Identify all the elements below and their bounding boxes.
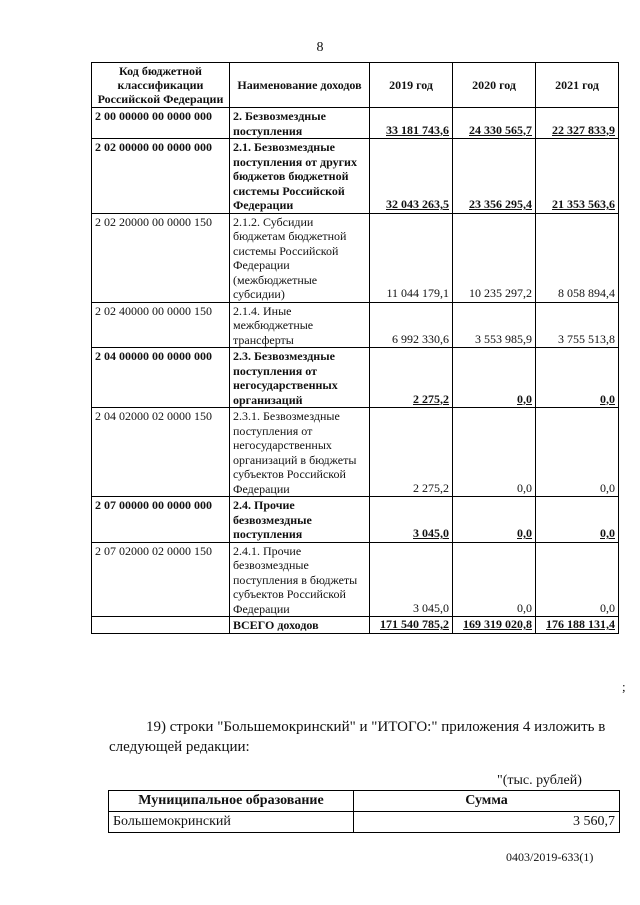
row-code: 2 02 20000 00 0000 150: [92, 213, 230, 302]
row-value-2020: 0,0: [453, 348, 536, 408]
table-row: [92, 213, 619, 302]
header-municipality: Муниципальное образование: [109, 791, 354, 812]
row-name: 2.3.1. Безвозмездные поступления от негосударственных организаций в бюджеты субъектов Российской Федерации: [230, 408, 370, 497]
row-code: 2 04 02000 02 0000 150: [92, 408, 230, 497]
row-value-2019: 3 045,0: [370, 542, 453, 617]
row-name: 2.1.2. Субсидии бюджетам бюджетной системы Российской Федерации (межбюджетные субсидии): [230, 213, 370, 302]
total-value-2019: 171 540 785,2: [370, 617, 453, 634]
row-code: 2 02 00000 00 0000 000: [92, 139, 230, 214]
total-code-empty: [92, 617, 230, 634]
row-value-2020: 0,0: [453, 408, 536, 497]
row-name: 2.1. Безвозмездные поступления от других бюджетов бюджетной системы Российской Федерации: [230, 139, 370, 214]
row-value-2020: 24 330 565,7: [453, 108, 536, 139]
row-value-2020: 3 553 985,9: [453, 302, 536, 348]
unit-note: "(тыс. рублей): [497, 773, 582, 788]
row-value-2021: 0,0: [536, 348, 619, 408]
table-header-row: [92, 63, 619, 108]
row-value-2021: 3 755 513,8: [536, 302, 619, 348]
row-code: 2 00 00000 00 0000 000: [92, 108, 230, 139]
row-value-2019: 2 275,2: [370, 408, 453, 497]
row-code: 2 02 40000 00 0000 150: [92, 302, 230, 348]
row-value-2021: 21 353 563,6: [536, 139, 619, 214]
table-row: [109, 812, 620, 833]
table-row: [92, 302, 619, 348]
row-value-2019: 2 275,2: [370, 348, 453, 408]
row-name: 2.4. Прочие безвозмездные поступления: [230, 497, 370, 543]
row-value-2020: 0,0: [453, 497, 536, 543]
table-row: [92, 408, 619, 497]
row-value-2019: 3 045,0: [370, 497, 453, 543]
row-code: 2 04 00000 00 0000 000: [92, 348, 230, 408]
row-code: 2 07 02000 02 0000 150: [92, 542, 230, 617]
table-trailing-semicolon: ;: [622, 679, 626, 694]
total-row: [92, 617, 619, 634]
row-value-2020: 10 235 297,2: [453, 213, 536, 302]
page-number: 8: [316, 40, 324, 55]
row-value-2021: 8 058 894,4: [536, 213, 619, 302]
row-value-2019: 32 043 263,5: [370, 139, 453, 214]
header-code: Код бюджетной классификации Российской Федерации: [92, 63, 230, 108]
amendment-paragraph: 19) строки "Большемокринский" и "ИТОГО:" приложения 4 изложить в следующей редакции:: [109, 719, 606, 755]
table-row: [92, 139, 619, 214]
row-value-2021: 0,0: [536, 542, 619, 617]
total-label: ВСЕГО доходов: [230, 617, 370, 634]
row-name: 2.3. Безвозмездные поступления от негосударственных организаций: [230, 348, 370, 408]
table-row: [92, 348, 619, 408]
table-row: [92, 497, 619, 543]
row-code: 2 07 00000 00 0000 000: [92, 497, 230, 543]
municipality-name: Большемокринский: [109, 812, 354, 833]
header-2021: 2021 год: [536, 63, 619, 108]
table-row: [92, 108, 619, 139]
budget-revenue-table: [91, 62, 619, 634]
row-value-2019: 6 992 330,6: [370, 302, 453, 348]
header-2019: 2019 год: [370, 63, 453, 108]
row-value-2019: 33 181 743,6: [370, 108, 453, 139]
header-amount: Сумма: [354, 791, 620, 812]
total-value-2021: 176 188 131,4: [536, 617, 619, 634]
row-name: 2. Безвозмездные поступления: [230, 108, 370, 139]
municipal-table: [108, 790, 620, 833]
row-value-2021: 0,0: [536, 408, 619, 497]
table-header-row: [109, 791, 620, 812]
header-name: Наименование доходов: [230, 63, 370, 108]
document-code: 0403/2019-633(1): [506, 850, 594, 864]
municipality-amount: 3 560,7: [354, 812, 620, 833]
row-value-2021: 0,0: [536, 497, 619, 543]
row-value-2019: 11 044 179,1: [370, 213, 453, 302]
header-2020: 2020 год: [453, 63, 536, 108]
table-row: [92, 542, 619, 617]
row-name: 2.1.4. Иные межбюджетные трансферты: [230, 302, 370, 348]
row-name: 2.4.1. Прочие безвозмездные поступления в бюджеты субъектов Российской Федерации: [230, 542, 370, 617]
row-value-2021: 22 327 833,9: [536, 108, 619, 139]
row-value-2020: 23 356 295,4: [453, 139, 536, 214]
row-value-2020: 0,0: [453, 542, 536, 617]
total-value-2020: 169 319 020,8: [453, 617, 536, 634]
